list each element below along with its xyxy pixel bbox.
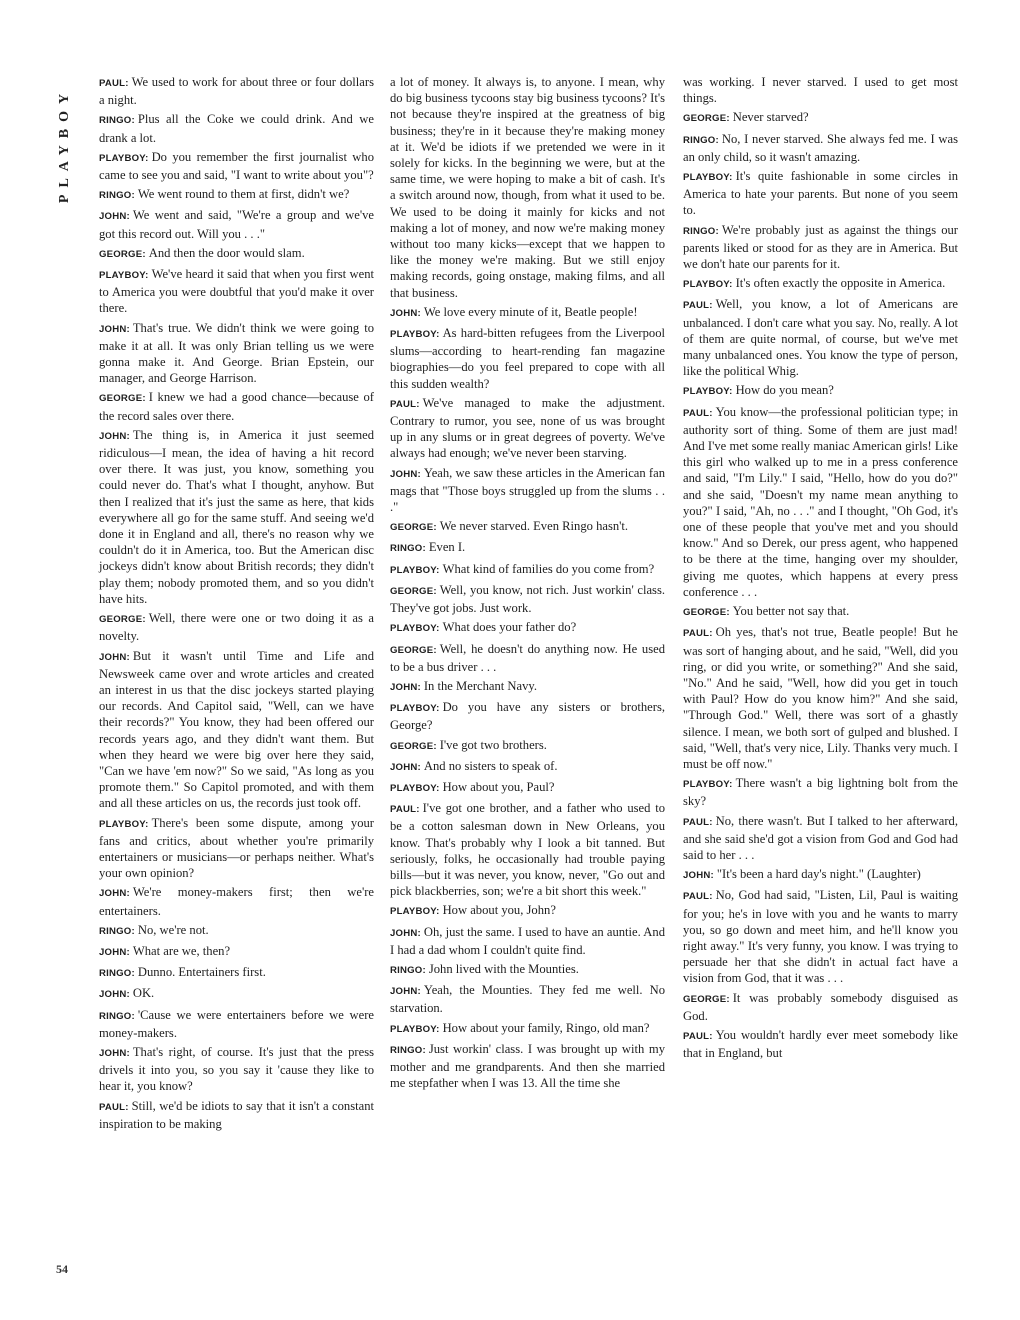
paragraph-text: 'Cause we were entertainers before we were money-makers. [99, 1007, 374, 1040]
speaker-label: JOHN: [99, 651, 130, 663]
speaker-label: PLAYBOY: [390, 329, 440, 341]
interview-paragraph [390, 561, 665, 579]
paragraph-text: Oh yes, that's not true, Beatle people! But he was sort of hanging about, and he said, "Well, did you ring, or did you write, or something?" And she said, "No." And he said, "Well, how did you get in touch with Paul? How do you know him?" And she said, "Through God." Well, there was sort of a ghastly silence. I mean, we both sort of gulped and blushed. I said, "Well, that's very nice, Lily. Thanks very much. I must be off now." [683, 625, 958, 771]
paragraph-text: Yeah, the Mounties. They fed me well. No starvation. [390, 983, 665, 1016]
speaker-label: JOHN: [99, 323, 130, 335]
magazine-name: PLAYBOY [57, 86, 72, 204]
interview-paragraph [683, 404, 958, 600]
interview-paragraph [683, 296, 958, 379]
paragraph-text: We went and said, "We're a group and we've got this record out. Will you . . ." [99, 208, 374, 241]
interview-paragraph [390, 779, 665, 797]
paragraph-text: Still, we'd be idiots to say that it isn't a constant inspiration to be making [99, 1098, 374, 1131]
speaker-label: GEORGE: [683, 113, 730, 125]
interview-paragraph [390, 982, 665, 1016]
interview-paragraph [683, 813, 958, 864]
paragraph-text: Well, you know, not rich. Just workin' class. They've got jobs. Just work. [390, 582, 665, 616]
interview-paragraph [390, 518, 665, 536]
interview-paragraph [390, 74, 665, 301]
interview-paragraph [390, 758, 665, 776]
paragraph-text: Dunno. Entertainers first. [137, 965, 266, 980]
paragraph-text: "It's been a hard day's night." (Laughter) [716, 867, 921, 882]
interview-paragraph [683, 131, 958, 165]
paragraph-text: That's right, of course. It's just that the press drivels it into you, so you say it 'cause they like to hear it, you know? [99, 1044, 374, 1094]
speaker-label: PAUL: [99, 78, 129, 89]
interview-paragraph [99, 207, 374, 241]
paragraph-text: That's true. We didn't think we were going to make it at all. It was only Brian telling us we were gonna make it. And George. Brian Epstein, our manager, and George Harrison. [99, 320, 374, 386]
interview-paragraph [390, 800, 665, 899]
interview-paragraph [99, 389, 374, 423]
paragraph-text: We used to work for about three or four dollars a night. [99, 75, 374, 108]
interview-paragraph [683, 775, 958, 809]
paragraph-text: Even I. [428, 540, 466, 555]
speaker-label: JOHN: [99, 989, 130, 1001]
paragraph-text: Well, you know, a lot of Americans are unbalanced. I don't care what you say. No, really. A lot of them are quite normal, of course, but we've met many unbalanced ones. You know the type of person, like the political Whig. [683, 297, 958, 379]
speaker-label: GEORGE: [390, 522, 437, 534]
speaker-label: PLAYBOY: [390, 1023, 440, 1035]
speaker-label: PLAYBOY: [99, 152, 149, 164]
speaker-label: JOHN: [390, 927, 421, 939]
article-column-1 [99, 74, 374, 1135]
interview-paragraph [99, 245, 374, 263]
speaker-label: PLAYBOY: [390, 703, 440, 715]
paragraph-text: It's quite fashionable in some circles in America to hate your parents. But none of you seem to. [683, 169, 958, 218]
paragraph-text: The thing is, in America it just seemed ridiculous—I mean, the idea of having a hit record over there. It was just, you know, something you could never do. That's what I thought, anyhow. But then I realized that it's just the same as here, that kids everywhere all go for the same stuff. And seeing we'd done it in England and all, there's no reason why we couldn't do it in America, too. But the American disc jockeys didn't know about British records; they didn't play them; nobody promoted them, and so you didn't have hits. [99, 427, 374, 606]
speaker-label: PLAYBOY: [683, 279, 733, 291]
interview-paragraph [683, 382, 958, 400]
paragraph-text: But it wasn't until Time and Life and Newsweek came over and wrote articles and created an interest in us that the disc jockeys started playing our records. And Capitol said, "Well, can we have their records?" You know, they had been offered our records years ago, and they didn't want them. But when they heard we were big over here they said, "Can we have 'em now?" So we said, "As long as you promote them." So Capitol promoted, and with them and all these articles on us, the records just took off. [99, 648, 374, 811]
paragraph-text: John lived with the Mounties. [428, 961, 579, 976]
article-column-2 [390, 74, 665, 1094]
speaker-label: GEORGE: [99, 393, 146, 405]
interview-paragraph [99, 648, 374, 812]
paragraph-text: We've heard it said that when you first went to America you were doubtful that you'd make it over there. [99, 267, 374, 316]
paragraph-text: As hard-bitten refugees from the Liverpool slums—according to heart-rending fan magazine biographies—do you feel prepared to cope with all this sudden wealth? [390, 326, 665, 391]
page-number: 54 [56, 1262, 68, 1276]
interview-paragraph [390, 395, 665, 462]
paragraph-text: Do you remember the first journalist who came to see you and said, "I want to write about you"? [99, 149, 374, 183]
paragraph-text: Oh, just the same. I used to have an auntie. And I had a dad whom I couldn't quite find. [390, 924, 665, 957]
paragraph-text: We're money-makers first; then we're entertainers. [99, 885, 374, 918]
paragraph-text: We love every minute of it, Beatle people! [423, 304, 638, 319]
paragraph-text: What does your father do? [442, 620, 577, 635]
paragraph-text: It was probably somebody disguised as God. [683, 990, 958, 1023]
speaker-label: PAUL: [390, 804, 420, 816]
paragraph-text: No, we're not. [137, 922, 209, 937]
speaker-label: GEORGE: [683, 607, 730, 619]
paragraph-text: And no sisters to speak of. [423, 758, 558, 773]
speaker-label: PLAYBOY: [390, 564, 440, 576]
speaker-label: PAUL: [683, 628, 713, 640]
paragraph-text: And then the door would slam. [148, 245, 305, 260]
paragraph-text: You know—the professional politician type; in authority sort of thing. Some of them are just mad! And I've met some really maniac American girls! Like this girl who walked up to me in a press conference and said, "I'm Lily." I said, "Hello, how do you do?" and she said, "Doesn't my name mean anything to you?" I said, "Ah, no . . ." and I thought, "Oh God, it's one of these people that you've met and you should know." And so Derek, our press agent, who happened to be there at the time, hanging over my shoulder, giving me quotes, which happens at every press conference . . . [683, 404, 958, 599]
speaker-label: PAUL: [390, 398, 420, 410]
interview-paragraph [99, 922, 374, 940]
speaker-label: PLAYBOY: [390, 782, 440, 794]
speaker-label: PLAYBOY: [390, 906, 440, 918]
interview-paragraph [683, 1027, 958, 1061]
speaker-label: GEORGE: [390, 740, 437, 752]
interview-paragraph [390, 619, 665, 637]
speaker-label: PAUL: [683, 407, 713, 419]
speaker-label: GEORGE: [390, 644, 437, 656]
speaker-label: JOHN: [99, 1047, 130, 1059]
speaker-label: PAUL: [683, 891, 713, 903]
paragraph-text: Well, there were one or two doing it as a novelty. [99, 611, 374, 644]
speaker-label: RINGO: [99, 968, 135, 980]
paragraph-text: No, there wasn't. But I talked to her afterward, and she said she'd got a vision from God and God had said to her . . . [683, 813, 958, 862]
interview-paragraph [683, 275, 958, 293]
interview-paragraph [99, 1098, 374, 1132]
paragraph-text: We never starved. Even Ringo hasn't. [439, 519, 629, 534]
paragraph-text: We're probably just as against the things our parents liked or stood for as they are in America. But we don't hate our parents for it. [683, 222, 958, 272]
paragraph-text: How about you, Paul? [442, 779, 555, 794]
interview-paragraph [390, 1020, 665, 1038]
speaker-label: JOHN: [99, 430, 130, 442]
interview-paragraph [683, 887, 958, 986]
paragraph-text: We went round to them at first, didn't we? [137, 187, 350, 202]
speaker-label: JOHN: [390, 986, 421, 998]
interview-paragraph [390, 961, 665, 979]
paragraph-text: OK. [132, 986, 155, 1001]
paragraph-text: Well, he doesn't do anything now. He used to be a bus driver . . . [390, 641, 665, 674]
interview-paragraph [683, 866, 958, 884]
speaker-label: JOHN: [390, 307, 421, 319]
paragraph-text: You wouldn't hardly ever meet somebody like that in England, but [683, 1027, 958, 1061]
paragraph-text: There's been some dispute, among your fans and critics, about whether you're primarily entertainers or musicians—or perhaps neither. What's your own opinion? [99, 815, 374, 881]
interview-paragraph [390, 304, 665, 322]
interview-paragraph [99, 149, 374, 183]
speaker-label: PLAYBOY: [99, 818, 149, 830]
speaker-label: RINGO: [99, 925, 135, 937]
interview-paragraph [99, 610, 374, 644]
interview-paragraph [683, 74, 958, 106]
speaker-label: PAUL: [683, 1030, 713, 1042]
speaker-label: JOHN: [390, 761, 421, 773]
speaker-label: GEORGE: [99, 614, 146, 626]
paragraph-text: You better not say that. [732, 604, 850, 619]
interview-paragraph [390, 641, 665, 675]
interview-paragraph [390, 699, 665, 733]
speaker-label: GEORGE: [683, 993, 730, 1005]
interview-paragraph [390, 902, 665, 920]
speaker-label: RINGO: [390, 1044, 426, 1056]
interview-paragraph [99, 985, 374, 1003]
interview-paragraph [99, 74, 374, 108]
speaker-label: JOHN: [99, 211, 130, 223]
speaker-label: PAUL: [99, 1101, 129, 1113]
paragraph-text: I've got one brother, and a father who used to be a cotton salesman down in New Orleans, you know. That's probably why I look a bit tanned. But seriously, folks, he occasionally had trouble paying bills—but it was never, you know, never, "Go out and pick blackberries, son; we're a bit short this week." [390, 801, 665, 899]
speaker-label: JOHN: [390, 681, 421, 693]
interview-paragraph [99, 815, 374, 882]
paragraph-text: No, I never starved. She always fed me. I was an only child, so it wasn't amazing. [683, 131, 958, 164]
speaker-label: GEORGE: [99, 248, 146, 260]
interview-paragraph [99, 111, 374, 145]
paragraph-text: I knew we had a good chance—because of the record sales over there. [99, 390, 374, 423]
interview-paragraph [683, 624, 958, 772]
paragraph-text: a lot of money. It always is, to anyone. I mean, why do big business tycoons stay big business tycoons? It's not because they're inspired at the greatness of big business; they're in it because they're making money at it. We'd be idiots if we pretended we were in it solely for kicks. In the beginning we were, but at the same time, we were hoping to make a bit of cash. It's a switch around now, though, from what it used to be. We used to be doing it mainly for kicks and not making a lot of money, and now we're making money without too many kicks—except that we happen to like the money we're making. But we still enjoy making records, going onstage, making films, and all that business. [390, 75, 665, 300]
interview-paragraph [683, 603, 958, 621]
interview-paragraph [683, 168, 958, 219]
interview-paragraph [99, 186, 374, 204]
paragraph-text: I've got two brothers. [439, 737, 547, 752]
paragraph-text: How about your family, Ringo, old man? [442, 1020, 650, 1035]
interview-paragraph [390, 582, 665, 616]
paragraph-text: We've managed to make the adjustment. Contrary to rumor, you see, none of us was brought up in any slums or in great degrees of poverty. We've always had enough; we've never been starving. [390, 395, 665, 461]
paragraph-text: How do you mean? [735, 383, 834, 398]
interview-paragraph [99, 884, 374, 918]
interview-paragraph [390, 465, 665, 516]
interview-paragraph [390, 539, 665, 557]
paragraph-text: How about you, John? [442, 903, 556, 918]
interview-paragraph [390, 1041, 665, 1092]
interview-paragraph [99, 943, 374, 961]
speaker-label: RINGO: [99, 115, 135, 127]
speaker-label: RINGO: [390, 543, 426, 555]
speaker-label: JOHN: [99, 946, 130, 958]
speaker-label: GEORGE: [390, 585, 437, 597]
speaker-label: PLAYBOY: [683, 386, 733, 398]
interview-paragraph [99, 1044, 374, 1095]
speaker-label: RINGO: [99, 1010, 135, 1022]
interview-paragraph [390, 924, 665, 958]
speaker-label: RINGO: [683, 134, 719, 146]
speaker-label: PAUL: [683, 300, 713, 312]
interview-paragraph [390, 325, 665, 392]
interview-paragraph [99, 427, 374, 607]
interview-paragraph [99, 266, 374, 317]
paragraph-text: Yeah, we saw these articles in the American fan mags that "Those boys struggled up from the slums . . ." [390, 465, 665, 515]
paragraph-text: Just workin' class. I was brought up with my mother and me grandparents. And then she married me stepfather when I was 13. All the time she [390, 1041, 665, 1091]
interview-paragraph [683, 990, 958, 1024]
paragraph-text: No, God had said, "Listen, Lil, Paul is waiting for you; he's in love with you and he wants to marry you, so go down and meet him, and he'll know you right away." It's very funny, you know. I was trying to persuade her that she didn't in actual fact have a vision from God, that it was . . . [683, 888, 958, 986]
interview-paragraph [99, 320, 374, 387]
speaker-label: PLAYBOY: [683, 172, 733, 184]
paragraph-text: was working. I never starved. I used to get most things. [683, 75, 958, 106]
paragraph-text: In the Merchant Navy. [423, 678, 538, 693]
speaker-label: RINGO: [99, 190, 135, 202]
speaker-label: PLAYBOY: [683, 779, 733, 791]
interview-paragraph [683, 109, 958, 127]
speaker-label: PLAYBOY: [390, 623, 440, 635]
paragraph-text: It's often exactly the opposite in America. [735, 276, 946, 291]
magazine-sidebar-logo [50, 70, 80, 220]
interview-paragraph [683, 222, 958, 273]
speaker-label: PLAYBOY: [99, 270, 149, 282]
speaker-label: JOHN: [683, 870, 714, 882]
speaker-label: JOHN: [390, 468, 421, 480]
interview-paragraph [390, 737, 665, 755]
speaker-label: PAUL: [683, 816, 713, 828]
paragraph-text: There wasn't a big lightning bolt from the sky? [683, 776, 958, 809]
paragraph-text: Do you have any sisters or brothers, George? [390, 700, 665, 733]
paragraph-text: What are we, then? [132, 943, 231, 958]
speaker-label: RINGO: [390, 964, 426, 976]
paragraph-text: Plus all the Coke we could drink. And we drank a lot. [99, 112, 374, 145]
speaker-label: JOHN: [99, 888, 130, 900]
paragraph-text: Never starved? [732, 110, 809, 125]
speaker-label: RINGO: [683, 225, 719, 237]
interview-paragraph [390, 678, 665, 696]
article-column-3 [683, 74, 958, 1064]
interview-paragraph [99, 964, 374, 982]
paragraph-text: What kind of families do you come from? [442, 561, 655, 576]
interview-paragraph [99, 1007, 374, 1041]
